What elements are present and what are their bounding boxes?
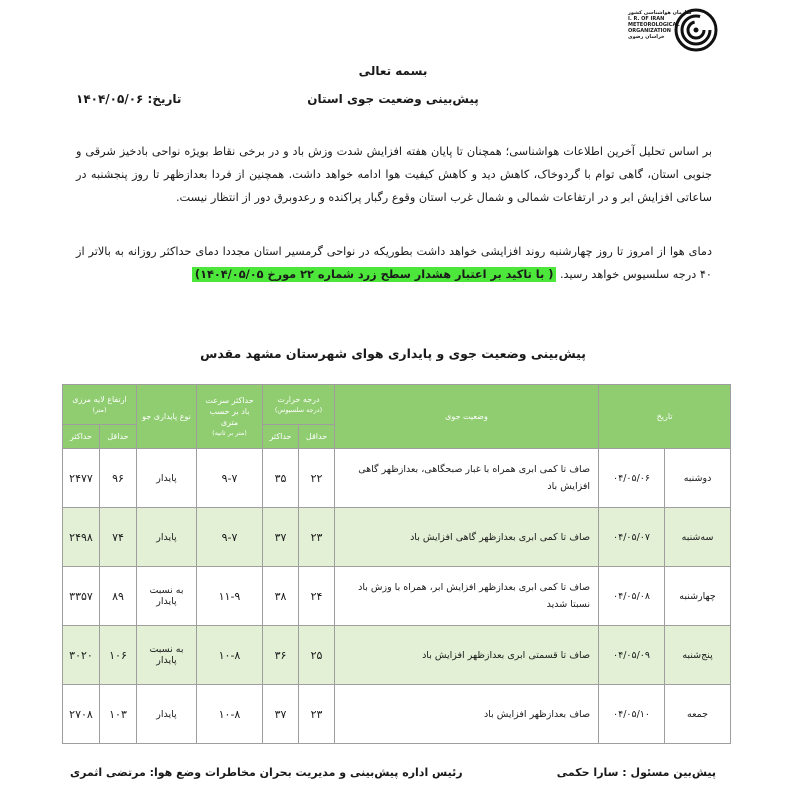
issue-date: تاریخ: ۱۴۰۴/۰۵/۰۶ [76,92,182,106]
row-temp-max: ۳۷ [263,508,299,567]
row-condition: صاف تا قسمتی ابری بعدازظهر افزایش باد [335,626,599,685]
row-bl-min: ۷۴ [100,508,137,567]
header-boundary-unit: (متر) [92,405,107,414]
header-bl-max: حداکثر [63,425,100,449]
row-stability: پایدار [137,685,197,744]
row-day: پنج‌شنبه [665,626,731,685]
header-temperature-unit: (درجه سلسیوس) [274,405,323,414]
row-bl-max: ۲۴۹۸ [63,508,100,567]
row-temp-max: ۳۸ [263,567,299,626]
head-signature: رئیس اداره پیش‌بینی و مدیریت بحران مخاطرات وضع هوا: مرتضی اثمری [70,766,463,779]
bismillah-heading: بسمه تعالی [358,64,428,78]
row-bl-min: ۱۰۳ [100,685,137,744]
row-temp-max: ۳۷ [263,685,299,744]
row-bl-max: ۳۳۵۷ [63,567,100,626]
row-temp-min: ۲۵ [299,626,335,685]
header-bl-min: حداقل [100,425,137,449]
header-stability: نوع پایداری جو [137,385,197,449]
header-boundary-label: ارتفاع لایه مرزی [72,394,127,404]
table-row [63,685,731,744]
row-day: سه‌شنبه [665,508,731,567]
row-date: ۰۴/۰۵/۰۶ [599,449,665,508]
row-bl-min: ۸۹ [100,567,137,626]
row-date: ۰۴/۰۵/۰۸ [599,567,665,626]
row-date: ۰۴/۰۵/۰۹ [599,626,665,685]
row-bl-max: ۳۰۲۰ [63,626,100,685]
row-day: چهارشنبه [665,567,731,626]
header-condition: وضعیت جوی [335,385,599,449]
table-row [63,626,731,685]
temperature-note: دمای هوا از امروز تا روز چهارشنبه روند افزایشی خواهد داشت بطوریکه در نواحی گرمسیر استان مجددا دمای حداکثر روزانه به بالاتر از ۴۰ درجه سلسیوس خواهد رسید. [76,245,712,281]
table-title: پیش‌بینی وضعیت جوی و پایداری هوای شهرستان مشهد مقدس [200,346,586,361]
row-wind: ۱۰-۸ [197,626,263,685]
row-wind: ۱۱-۹ [197,567,263,626]
warning-highlight: ( با تاکید بر اعتبار هشدار سطح زرد شماره ۲۲ مورخ ۱۴۰۴/۰۵/۰۵) [192,267,556,282]
header-wind-label: حداکثر سرعت باد بر حسب متری [205,395,254,427]
row-temp-min: ۲۴ [299,567,335,626]
row-day: دوشنبه [665,449,731,508]
row-condition: صاف تا کمی ابری بعدازظهر گاهی افزایش باد [335,508,599,567]
table-row [63,508,731,567]
header-temperature-label: درجه حرارت [277,394,320,404]
row-bl-max: ۲۴۷۷ [63,449,100,508]
header-boundary-layer [63,385,137,425]
header-temp-min: حداقل [299,425,335,449]
page-title: پیش‌بینی وضعیت جوی استان [307,92,479,106]
header-temperature [263,385,335,425]
forecaster-signature: پیش‌بین مسئول : سارا حکمی [556,766,716,779]
row-condition: صاف تا کمی ابری بعدازظهر افزایش ابر، همراه با وزش باد نسبتا شدید [335,567,599,626]
spiral-logo-icon [674,8,718,52]
org-name-line2: METEOROLOGICAL [628,22,680,28]
row-stability: به نسبت پایدار [137,626,197,685]
row-wind: ۱۰-۸ [197,685,263,744]
row-day: جمعه [665,685,731,744]
row-stability: پایدار [137,508,197,567]
header-wind-unit: (متر بر ثانیه) [212,428,247,437]
org-sub-name: خراسان رضوی [628,34,665,40]
table-row [63,567,731,626]
row-date: ۰۴/۰۵/۰۷ [599,508,665,567]
table-row [63,449,731,508]
organization-logo [628,6,720,56]
row-bl-min: ۹۶ [100,449,137,508]
row-wind: ۹-۷ [197,449,263,508]
row-date: ۰۴/۰۵/۱۰ [599,685,665,744]
row-temp-min: ۲۳ [299,685,335,744]
header-temp-max: حداکثر [263,425,299,449]
forecast-paragraph-2 [76,240,712,286]
org-name-fa: سازمان هواشناسی کشور [628,10,692,16]
row-temp-min: ۲۲ [299,449,335,508]
row-stability: پایدار [137,449,197,508]
row-stability: به نسبت پایدار [137,567,197,626]
row-temp-min: ۲۳ [299,508,335,567]
org-name-line1: I. R. OF IRAN [628,16,665,22]
row-temp-max: ۳۵ [263,449,299,508]
row-condition: صاف تا کمی ابری همراه با غبار صبحگاهی، بعدازظهر گاهی افزایش باد [335,449,599,508]
forecast-table [62,384,731,744]
header-wind [197,385,263,449]
organization-name [628,10,692,40]
row-bl-max: ۲۷۰۸ [63,685,100,744]
row-temp-max: ۳۶ [263,626,299,685]
row-bl-min: ۱۰۶ [100,626,137,685]
header-date: تاریخ [599,385,731,449]
row-wind: ۹-۷ [197,508,263,567]
forecast-paragraph-1: بر اساس تحلیل آخرین اطلاعات هواشناسی؛ همچنان تا پایان هفته افزایش شدت وزش باد و در برخی نقاط بویژه نواحی بادخیز شرقی و جنوبی استان، گاهی توام با گردوخاک، کاهش دید و کاهش کیفیت هوا ادامه خواهد داشت. همچنین از فردا بعدازظهر تا روز پنجشنبه در ساعاتی افزایش ابر و در ارتفاعات شمالی و شمال غرب استان وقوع رگبار پراکنده و رعدوبرق دور از انتظار نیست. [76,145,712,204]
org-name-line3: ORGANIZATION [628,28,671,34]
row-condition: صاف بعدازظهر افزایش باد [335,685,599,744]
